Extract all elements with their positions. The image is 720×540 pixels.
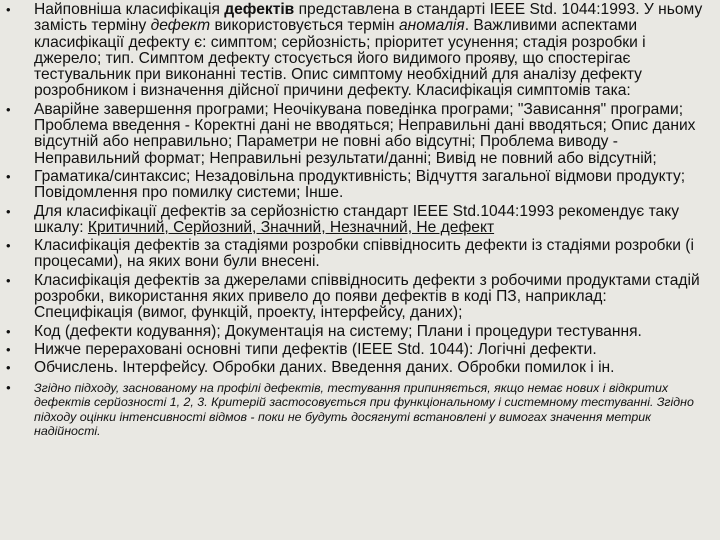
- bullet-text: Обчислень. Інтерфейсу. Обробки даних. Введення даних. Обробки помилок і ін.: [34, 359, 615, 377]
- bullet-item: [0, 2, 706, 100]
- bullet-item: [0, 273, 706, 322]
- bullet-dot-icon: •: [6, 360, 11, 376]
- bullet-text: Згідно підходу, заснованому на профілі дефектів, тестування припиняється, якщо немає нових і відкритих дефектів серйозності 1, 2, 3. Критерій застосовується при функціональному і системному тестуванні. Згідно підходу оцінки інтенсивності відмов - поки не будуть досягнуті встановлені у вимогах значення метрик надійності.: [34, 380, 694, 439]
- bullet-text: Класифікація дефектів за джерелами співвідносить дефекти з робочими продуктами стадій розробки, використання яких привело до появи дефектів в коді ПЗ, наприклад: Специфікація (вимог, функцій, проекту, інтерфейсу, даних);: [34, 271, 700, 322]
- bullet-text: . Важливими аспектами класифікації дефекту є: симптом; серйозність; пріоритет усунення; стадія розробки і джерело; тип. Симптом дефекту стосується його видимого прояву, що спостерігає тестувальник при виконанні тестів. Опис симптому необхідний для аналізу дефекту розробником і визначення дійсної причини дефекту. Класифікація симптомів така:: [34, 17, 646, 100]
- bullet-item: [0, 102, 706, 167]
- bullet-text: Критичний, Серйозний, Значний, Незначний, Не дефект: [87, 218, 495, 236]
- bullet-item: [0, 324, 706, 340]
- bullet-text: аномалія: [398, 17, 465, 35]
- bullet-text: Класифікація дефектів за стадіями розробки співвідносить дефекти із стадіями розробки (і процесами), на яких вони були внесені.: [34, 237, 694, 271]
- bullet-text: використовується термін: [210, 17, 399, 35]
- bullet-text: Код (дефекти кодування); Документація на систему; Плани і процедури тестування.: [34, 322, 642, 340]
- bullet-text: Граматика/синтаксис; Незадовільна продуктивність; Відчуття загальної відмови продукту; Повідомлення про помилку системи; Інше.: [34, 167, 686, 202]
- bullet-text: дефектів: [224, 1, 295, 18]
- bullet-item: [0, 204, 706, 237]
- bullet-dot-icon: •: [6, 203, 11, 219]
- bullet-text: представлена в стандарті IEEE Std. 1044:1993. У ньому замість терміну: [34, 1, 703, 35]
- bullet-item: [0, 238, 706, 271]
- bullet-item: [0, 169, 706, 202]
- bullet-dot-icon: •: [6, 379, 11, 395]
- bullet-dot-icon: •: [6, 168, 11, 184]
- bullet-dot-icon: •: [6, 101, 11, 117]
- bullet-item: [0, 381, 706, 439]
- bullet-dot-icon: •: [6, 323, 11, 339]
- bullet-item: [0, 342, 706, 358]
- bullet-dot-icon: •: [6, 238, 11, 254]
- bullet-item: [0, 360, 706, 376]
- bullet-text: Аварійне завершення програми; Неочікувана поведінка програми; "Зависання" програми; Проблема введення - Коректні дані не вводяться; Неправильні дані вводяться; Опис даних відсутній або неправильно; Параметри не повні або відсутні; Проблема виводу - Неправильний формат; Неправильні результати/данні; Вивід не повний або відсутній;: [34, 100, 696, 167]
- bullet-list: [0, 2, 706, 439]
- bullet-text: Для класифікації дефектів за серйозністю стандарт IEEE Std.1044:1993 рекомендує таку шкалу:: [34, 202, 680, 236]
- bullet-text: Нижче перераховані основні типи дефектів (IEEE Std. 1044): Логічні дефекти.: [34, 340, 597, 358]
- bullet-dot-icon: •: [6, 2, 11, 17]
- bullet-dot-icon: •: [6, 272, 11, 288]
- bullet-text: дефект: [150, 17, 211, 35]
- bullet-dot-icon: •: [6, 341, 11, 357]
- bullet-text: Найповніша класифікація: [34, 1, 225, 18]
